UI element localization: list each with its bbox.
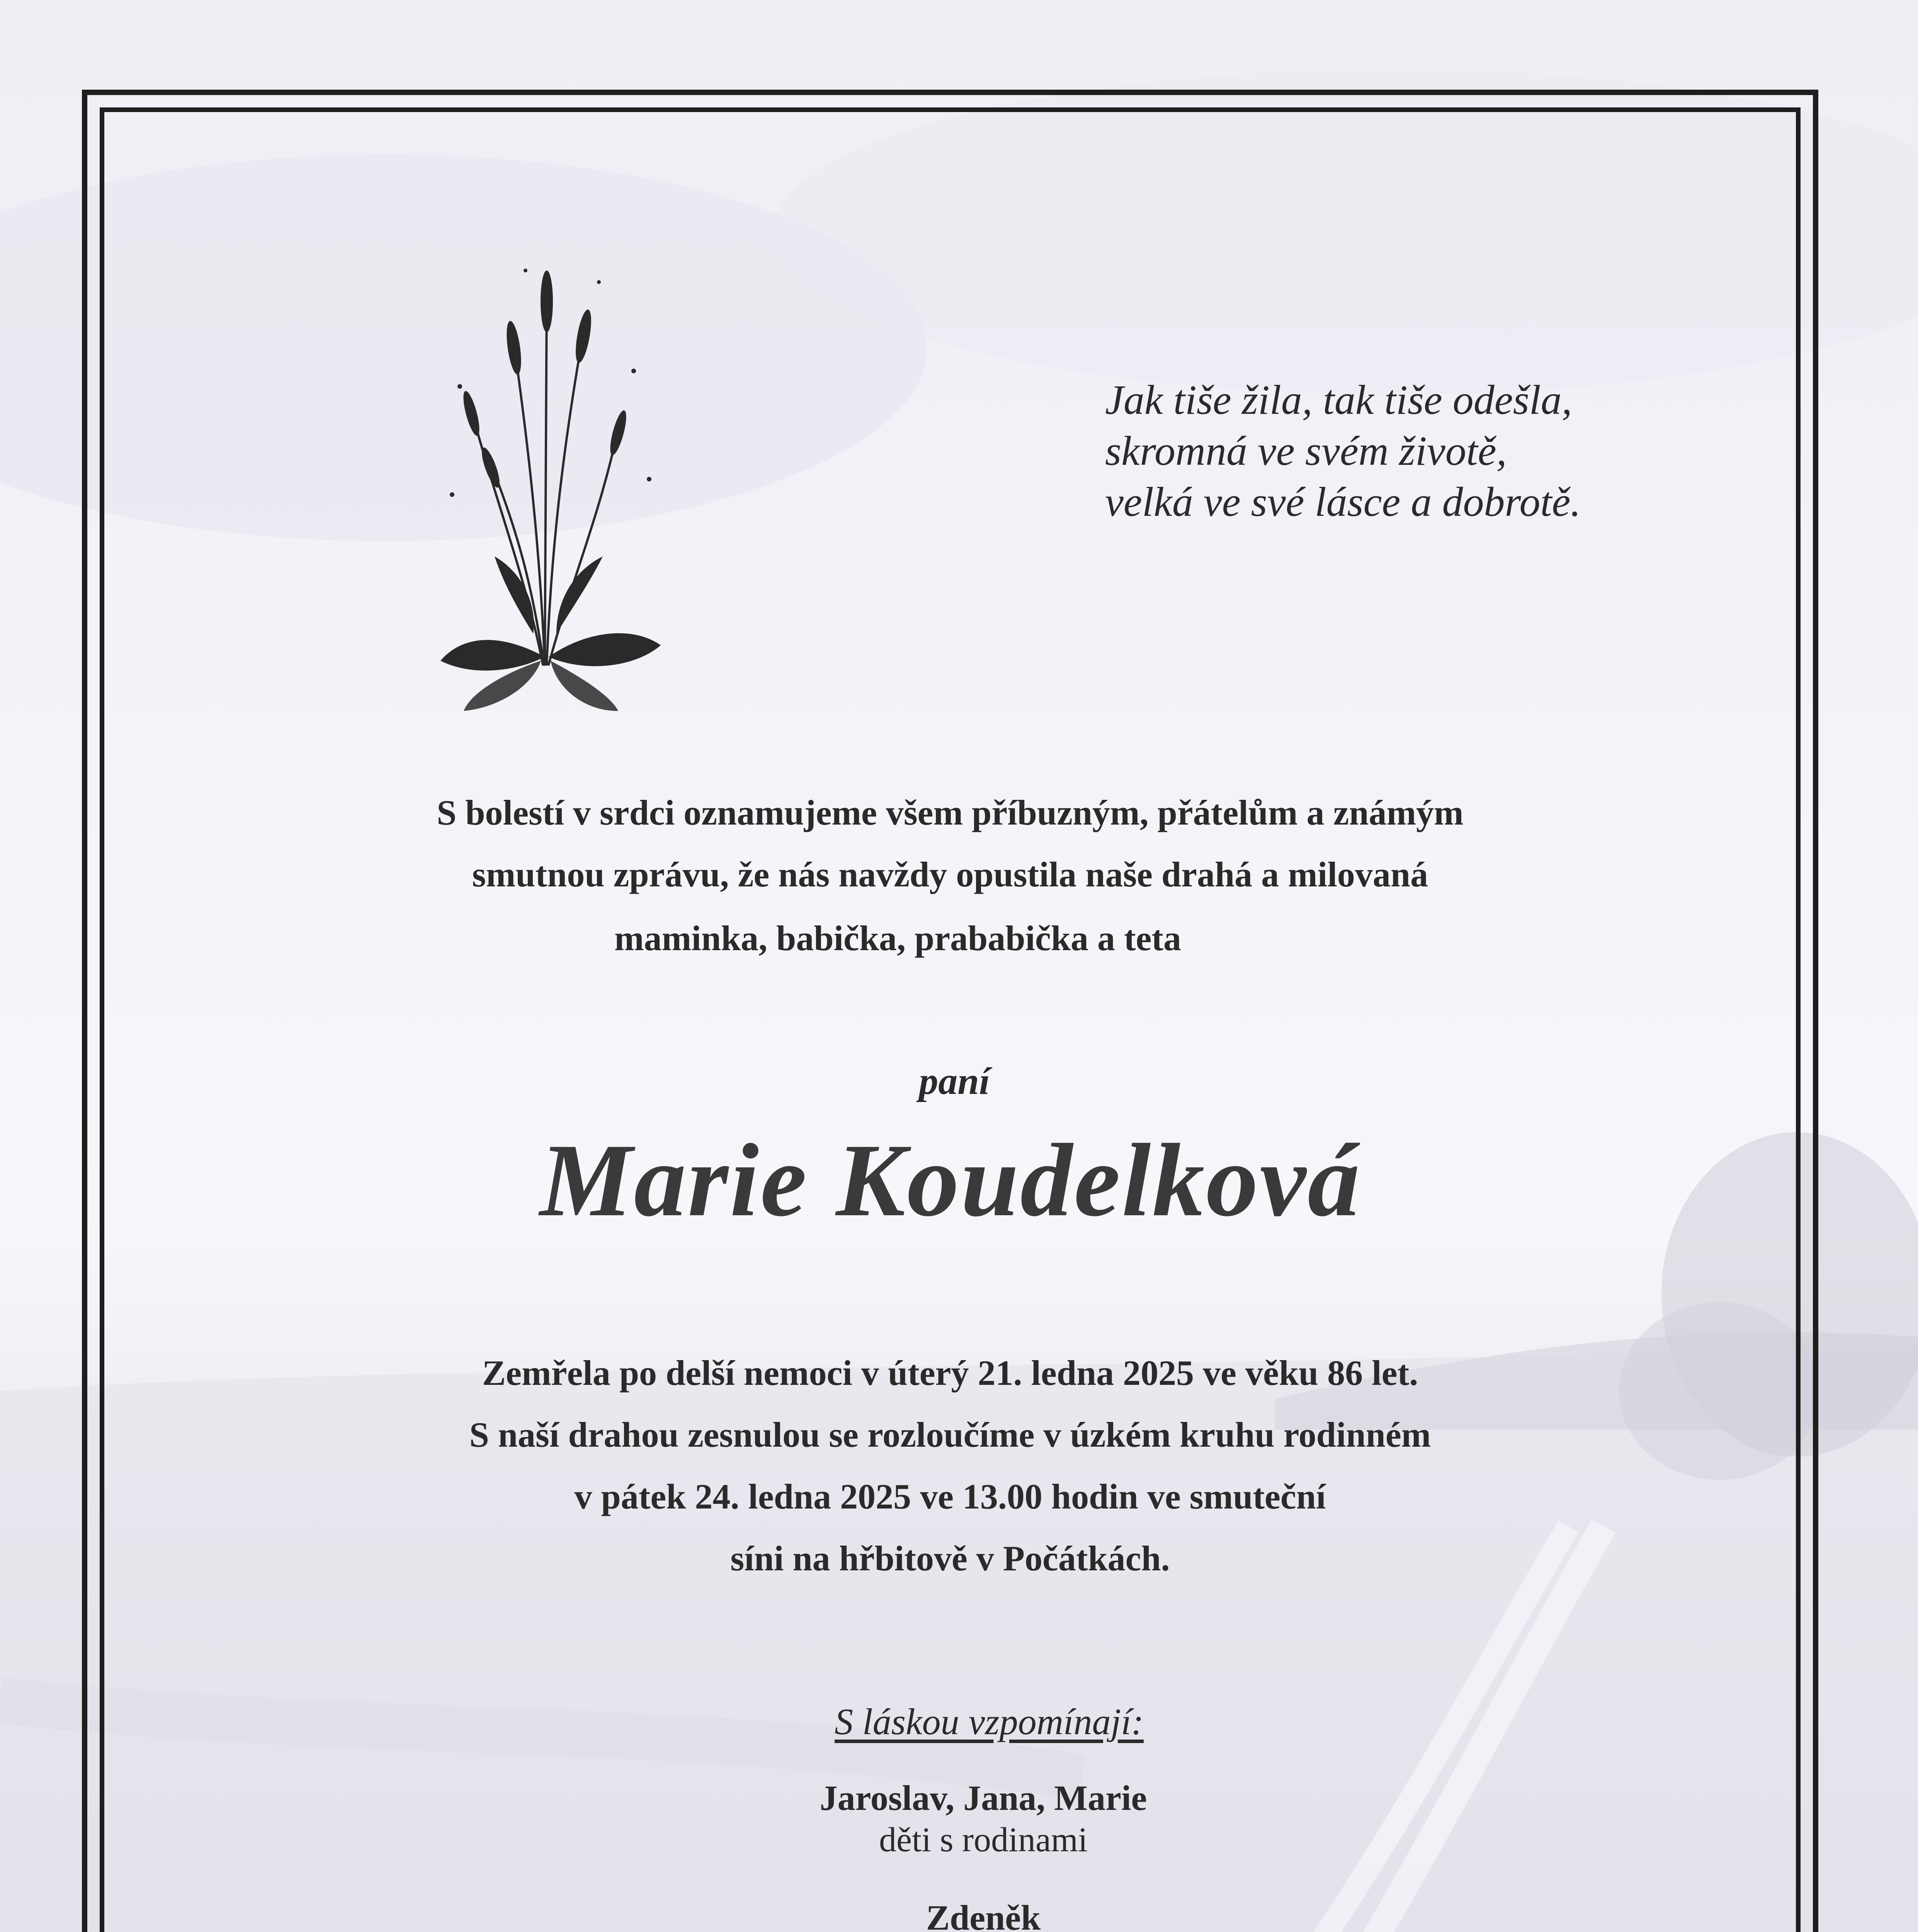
motto-verse — [1105, 375, 1581, 528]
death-info-line: v pátek 24. ledna 2025 ve 13.00 hodin ve smuteční — [574, 1477, 1326, 1516]
announcement-line: smutnou zprávu, že nás navždy opustila naše drahá a milovaná — [472, 855, 1428, 894]
motto-line: velká ve své lásce a dobrotě. — [1105, 479, 1581, 525]
honorific: paní — [919, 1060, 990, 1102]
family-name: Jaroslav, Jana, Marie — [820, 1778, 1147, 1818]
family-relation: děti s rodinami — [879, 1821, 1088, 1859]
motto-line: Jak tiše žila, tak tiše odešla, — [1105, 377, 1572, 423]
remembrance-title: S láskou vzpomínají: — [835, 1701, 1144, 1742]
death-info-line: Zemřela po delší nemoci v úterý 21. ledna 2025 ve věku 86 let. — [482, 1353, 1418, 1393]
family-name: Zdeněk — [926, 1898, 1041, 1932]
announcement-line: maminka, babička, prababička a teta — [614, 918, 1182, 958]
announcement-line: S bolestí v srdci oznamujeme všem příbuzným, přátelům a známým — [437, 793, 1464, 832]
deceased-name: Marie Koudelková — [539, 1122, 1362, 1238]
death-info-line: S naší drahou zesnulou se rozloučíme v úzkém kruhu rodinném — [469, 1415, 1431, 1454]
motto-line: skromná ve svém životě, — [1105, 428, 1507, 474]
plant-illustration — [417, 247, 672, 711]
death-info-line: síni na hřbitově v Počátkách. — [730, 1539, 1170, 1578]
